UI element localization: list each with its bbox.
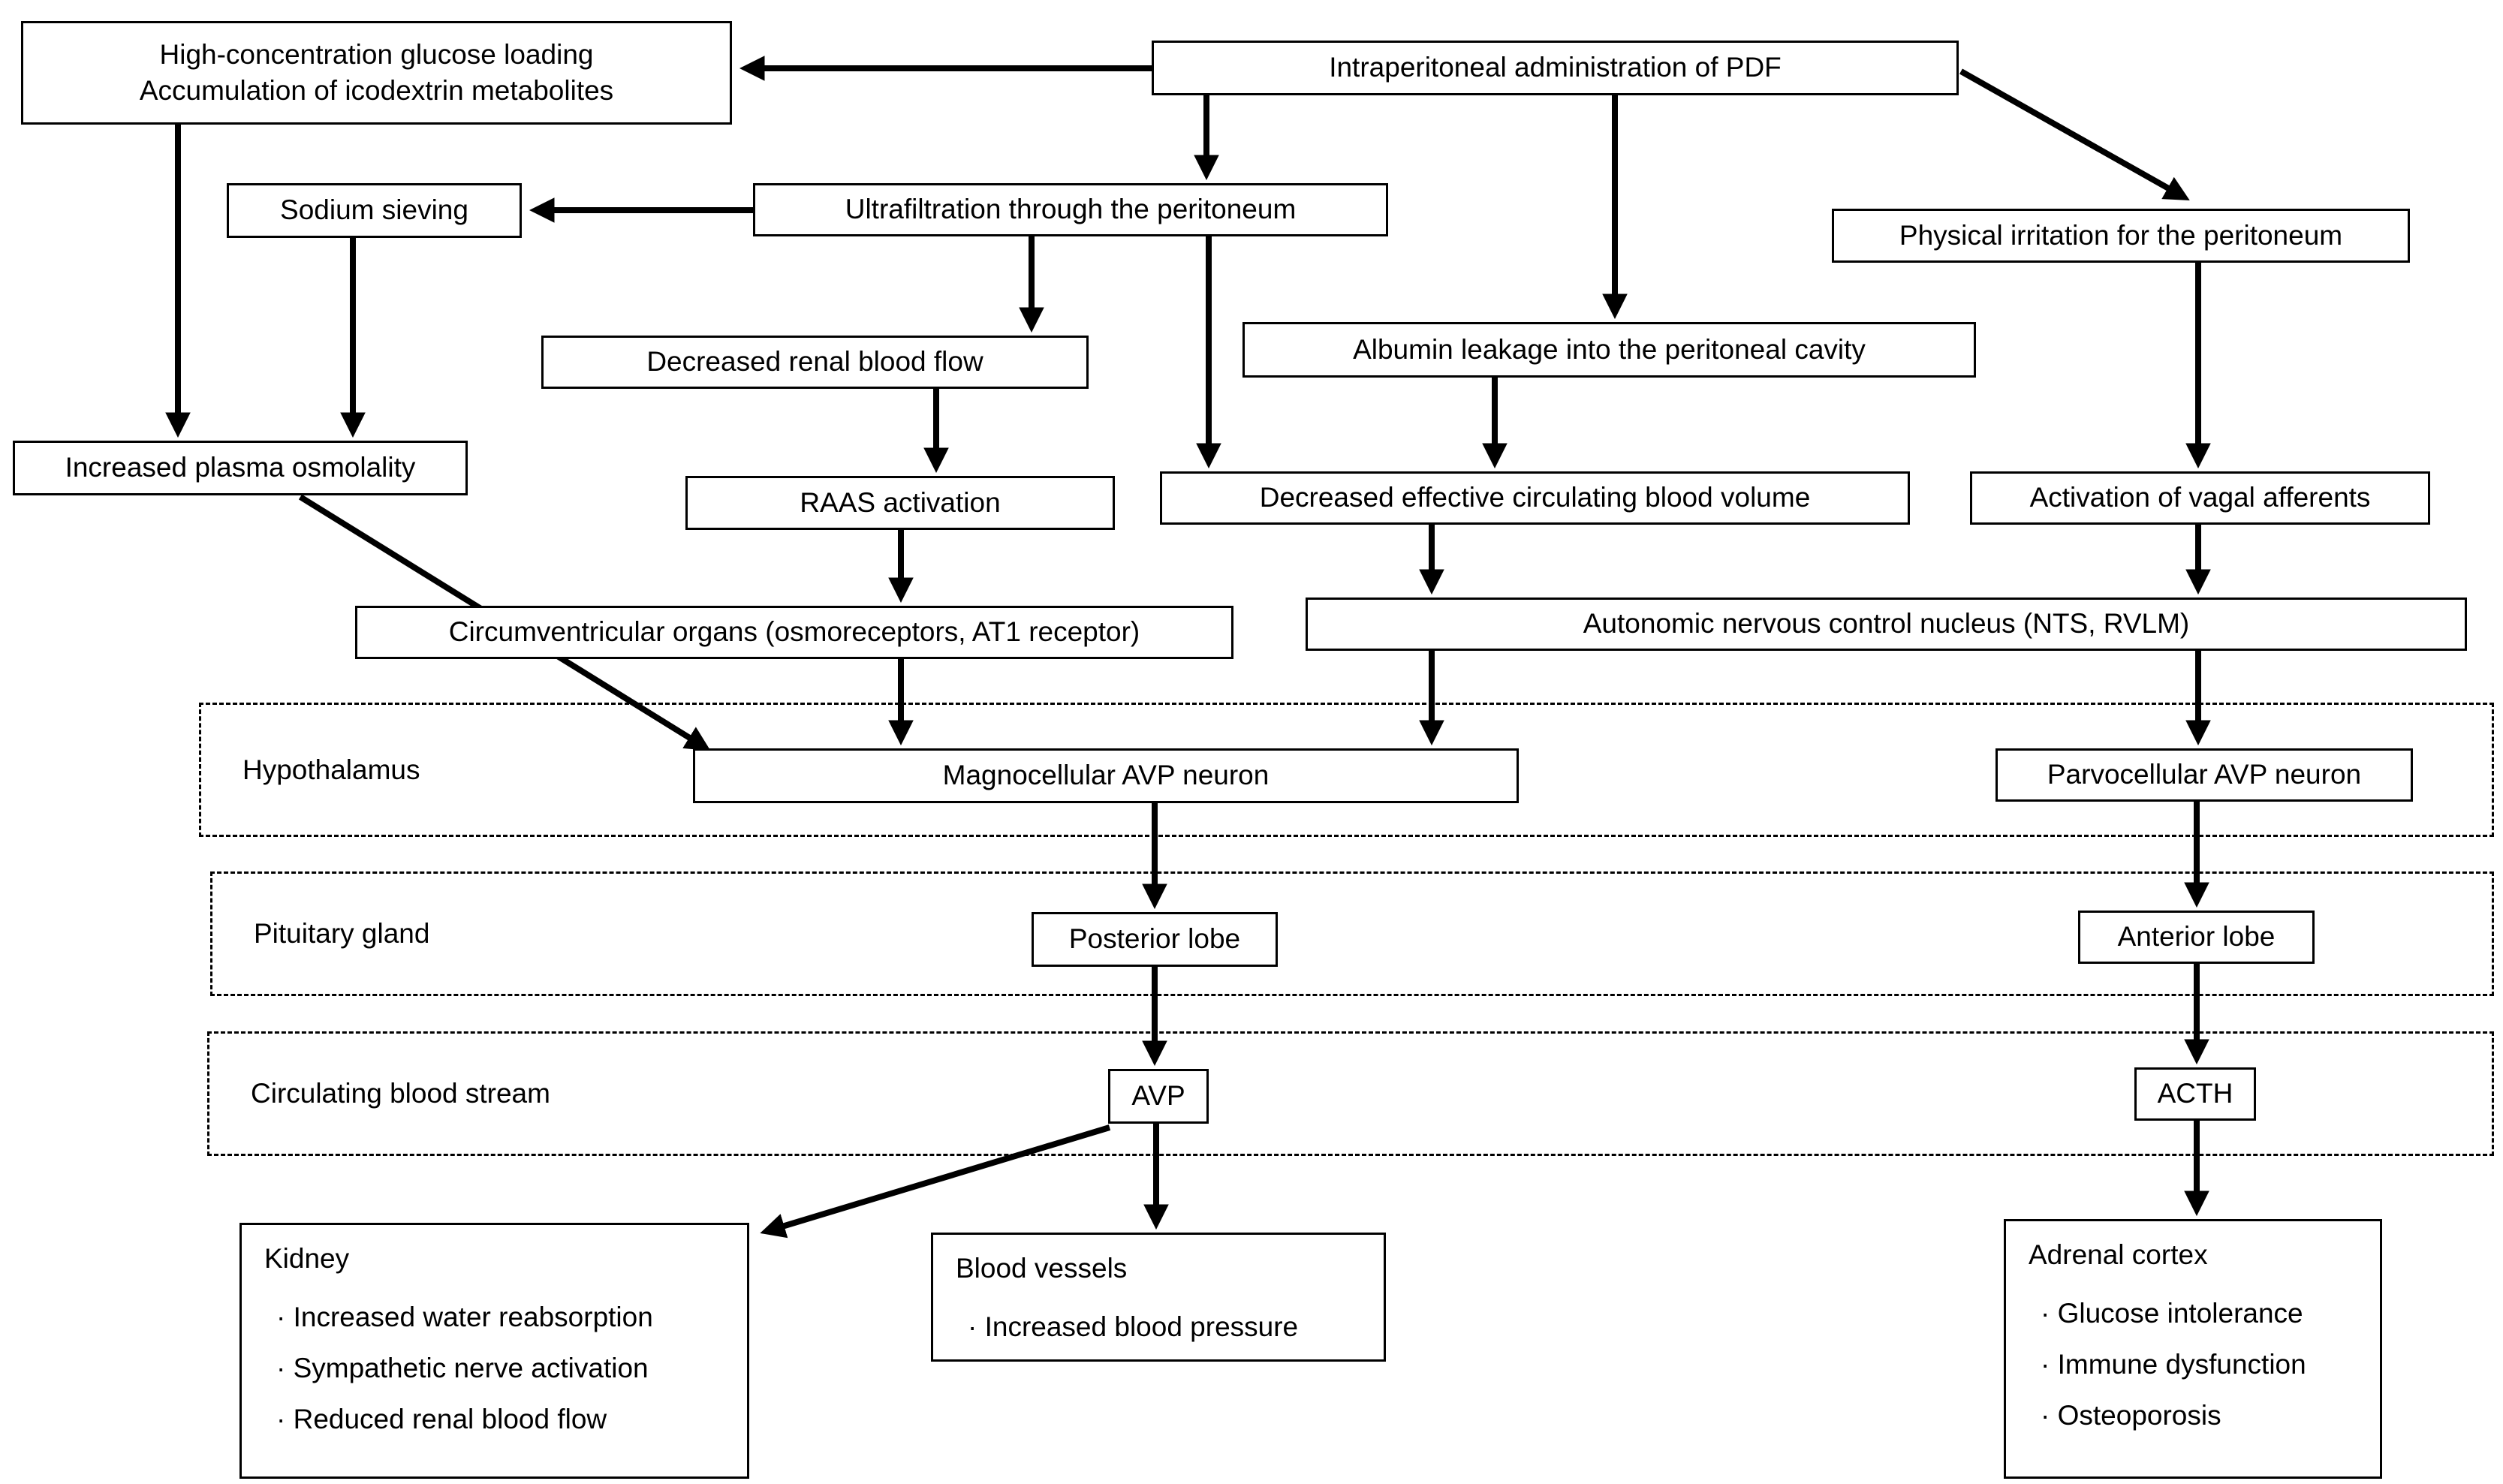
adrenal-cortex-item: · Osteoporosis xyxy=(2041,1400,2221,1431)
node-posterior-lobe xyxy=(1032,912,1278,967)
glucose-loading-line1: High-concentration glucose loading xyxy=(159,38,594,70)
node-circumventricular-organs xyxy=(355,606,1233,659)
ultrafiltration-label: Ultrafiltration through the peritoneum xyxy=(845,194,1297,225)
node-avp xyxy=(1108,1069,1209,1124)
parvocellular-avp-neuron-label: Parvocellular AVP neuron xyxy=(2047,759,2362,790)
acth-label: ACTH xyxy=(2157,1078,2233,1109)
node-albumin-leakage xyxy=(1242,322,1976,378)
posterior-lobe-label: Posterior lobe xyxy=(1068,923,1241,955)
node-raas-activation xyxy=(685,476,1115,530)
arrow-pdf-to-physical-irritation xyxy=(1961,71,2183,197)
decreased-effective-volume-label: Decreased effective circulating blood volume xyxy=(1259,482,1811,513)
avp-label: AVP xyxy=(1131,1080,1185,1112)
vagal-afferents-label: Activation of vagal afferents xyxy=(2029,482,2371,513)
node-kidney xyxy=(239,1223,749,1479)
kidney-item: · Reduced renal blood flow xyxy=(276,1404,607,1434)
adrenal-cortex-item: · Immune dysfunction xyxy=(2041,1349,2306,1380)
node-decreased-renal-blood-flow xyxy=(541,336,1089,389)
raas-activation-label: RAAS activation xyxy=(800,486,1001,518)
node-physical-irritation xyxy=(1832,209,2410,263)
blood-vessels-title: Blood vessels xyxy=(956,1253,1128,1284)
kidney-item: · Sympathetic nerve activation xyxy=(276,1353,649,1383)
physical-irritation-label: Physical irritation for the peritoneum xyxy=(1899,219,2343,251)
node-vagal-afferents xyxy=(1970,471,2430,525)
anterior-lobe-label: Anterior lobe xyxy=(2117,921,2276,953)
decreased-renal-blood-flow-label: Decreased renal blood flow xyxy=(646,346,983,378)
albumin-leakage-label: Albumin leakage into the peritoneal cavity xyxy=(1353,333,1866,365)
node-acth xyxy=(2134,1067,2256,1121)
node-pdf-administration xyxy=(1152,41,1959,95)
node-autonomic-nucleus xyxy=(1306,598,2467,651)
increased-plasma-osmolality-label: Increased plasma osmolality xyxy=(65,452,416,483)
hypothalamus-label: Hypothalamus xyxy=(242,754,420,785)
node-anterior-lobe xyxy=(2078,911,2315,964)
sodium-sieving-label: Sodium sieving xyxy=(280,194,468,226)
node-sodium-sieving xyxy=(227,183,522,238)
adrenal-cortex-item: · Glucose intolerance xyxy=(2041,1298,2303,1329)
node-glucose-loading xyxy=(21,21,732,125)
pituitary-gland-label: Pituitary gland xyxy=(254,918,430,949)
autonomic-nucleus-label: Autonomic nervous control nucleus (NTS, RVLM) xyxy=(1583,608,2190,640)
circulating-blood-stream-label: Circulating blood stream xyxy=(251,1078,550,1109)
circumventricular-organs-label: Circumventricular organs (osmoreceptors, AT1 receptor) xyxy=(448,616,1140,648)
node-increased-plasma-osmolality xyxy=(13,441,468,495)
blood-vessels-item: · Increased blood pressure xyxy=(968,1311,1299,1342)
node-ultrafiltration xyxy=(753,183,1388,236)
kidney-item: · Increased water reabsorption xyxy=(276,1302,653,1332)
node-parvocellular-avp-neuron xyxy=(1995,748,2413,802)
pdf-administration-label: Intraperitoneal administration of PDF xyxy=(1329,52,1782,83)
glucose-loading-line2: Accumulation of icodextrin metabolites xyxy=(139,75,614,106)
kidney-title: Kidney xyxy=(264,1243,350,1274)
node-decreased-effective-volume xyxy=(1160,471,1910,525)
magnocellular-avp-neuron-label: Magnocellular AVP neuron xyxy=(942,760,1270,791)
adrenal-cortex-title: Adrenal cortex xyxy=(2029,1239,2208,1270)
node-blood-vessels xyxy=(931,1233,1386,1362)
arrow-avp-to-kidney xyxy=(767,1127,1110,1231)
node-magnocellular-avp-neuron xyxy=(693,748,1519,803)
node-adrenal-cortex xyxy=(2004,1219,2382,1479)
